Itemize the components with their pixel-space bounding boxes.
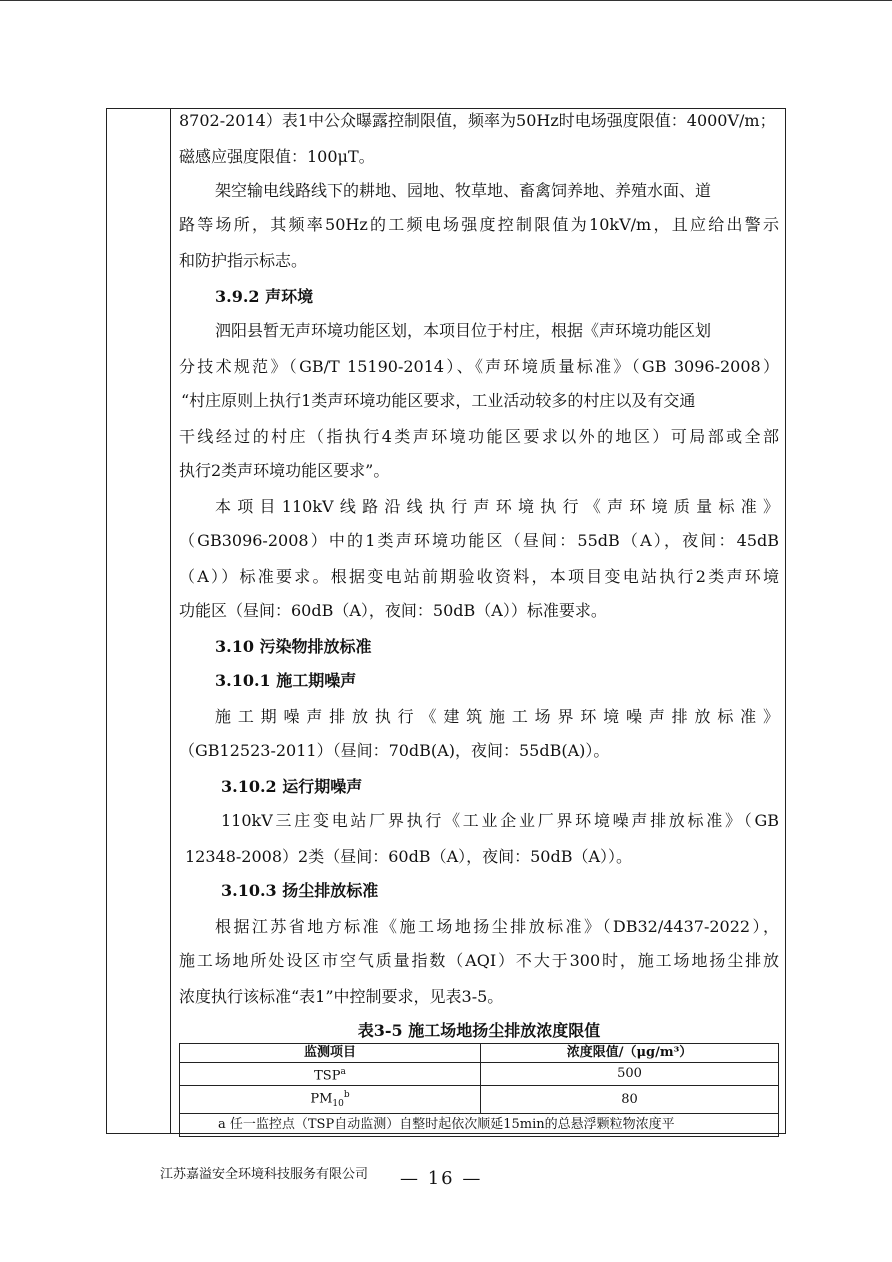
footer-company: 江苏嘉溢安全环境科技服务有限公司: [160, 1167, 369, 1182]
body-line: 功能区（昼间：60dB（A），夜间：50dB（A））标准要求。: [179, 601, 607, 620]
body-line: 和防护指示标志。: [179, 251, 308, 270]
header-limit-value: 浓度限值/（μg/m³）: [481, 1044, 779, 1063]
item-name: TSP: [314, 1068, 341, 1084]
table-note-row: [180, 1114, 779, 1137]
body-line: 施工场地所处设区市空气质量指数（AQI）不大于300时，施工场地扬尘排放: [179, 951, 779, 970]
section-heading: 3.10.2 运行期噪声: [221, 777, 363, 796]
item-cell: [180, 1086, 481, 1114]
body-line: 110kV三庄变电站厂界执行《工业企业厂界环境噪声排放标准》（GB: [221, 811, 779, 830]
table-row: [180, 1063, 779, 1086]
body-line: 8702-2014）表1中公众曝露控制限值，频率为50Hz时电场强度限值：4000V/m；: [179, 111, 776, 130]
section-heading: 3.10.3 扬尘排放标准: [221, 881, 379, 900]
body-line: 路等场所，其频率50Hz的工频电场强度控制限值为10kV/m，且应给出警示: [179, 215, 779, 234]
value-cell: 500: [481, 1063, 779, 1086]
header-monitoring-item: 监测项目: [180, 1044, 481, 1063]
body-line: 磁感应强度限值：100μT。: [179, 147, 375, 166]
body-line: 本项目110kV线路沿线执行声环境执行《声环境质量标准》: [215, 497, 779, 516]
body-line: “村庄原则上执行1类声环境功能区要求，工业活动较多的村庄以及有交通: [181, 391, 696, 410]
footnote-mark: b: [343, 1090, 350, 1101]
table-title: 表3-5 施工场地扬尘排放浓度限值: [357, 1021, 601, 1040]
value-cell: 80: [481, 1086, 779, 1114]
body-line: 12348-2008）2类（昼间：60dB（A），夜间：50dB（A））。: [185, 847, 633, 866]
body-line: （A））标准要求。根据变电站前期验收资料，本项目变电站执行2类声环境: [179, 567, 779, 586]
body-line: 分技术规范》（GB/T 15190-2014）、《声环境质量标准》（GB 3096-2008）: [179, 357, 779, 376]
body-line: 泗阳县暂无声环境功能区划，本项目位于村庄，根据《声环境功能区划: [215, 321, 712, 340]
body-line: （GB3096-2008）中的1类声环境功能区（昼间：55dB（A），夜间：45dB: [179, 531, 779, 550]
top-rule: [0, 0, 892, 1]
left-label-column: [107, 109, 171, 1133]
page-number: — 16 —: [400, 1168, 483, 1189]
body-line: （GB12523-2011）（昼间：70dB(A)，夜间：55dB(A)）。: [179, 741, 610, 760]
content-frame: [106, 108, 786, 1134]
table-header-row: [180, 1044, 779, 1063]
dust-limit-table: [179, 1043, 779, 1137]
item-name: PM: [310, 1091, 333, 1107]
body-line: 根据江苏省地方标准《施工场地扬尘排放标准》（DB32/4437-2022），: [215, 917, 779, 936]
section-heading: 3.10.1 施工期噪声: [215, 671, 357, 690]
footnote-mark: a: [340, 1067, 346, 1077]
section-heading: 3.10 污染物排放标准: [215, 637, 372, 656]
section-heading: 3.9.2 声环境: [215, 287, 314, 306]
table-note: a 任一监控点（TSP自动监测）自整时起依次顺延15min的总悬浮颗粒物浓度平: [180, 1114, 779, 1137]
body-line: 施工期噪声排放执行《建筑施工场界环境噪声排放标准》: [215, 707, 779, 726]
body-line: 执行2类声环境功能区要求”。: [179, 461, 390, 480]
item-cell: [180, 1063, 481, 1086]
table-row: [180, 1086, 779, 1114]
subscript: 10: [332, 1099, 344, 1110]
body-line: 浓度执行该标准“表1”中控制要求，见表3-5。: [179, 987, 504, 1006]
body-line: 架空输电线路线下的耕地、园地、牧草地、畜禽饲养地、养殖水面、道: [215, 181, 712, 200]
body-line: 干线经过的村庄（指执行4类声环境功能区要求以外的地区）可局部或全部: [179, 427, 779, 446]
